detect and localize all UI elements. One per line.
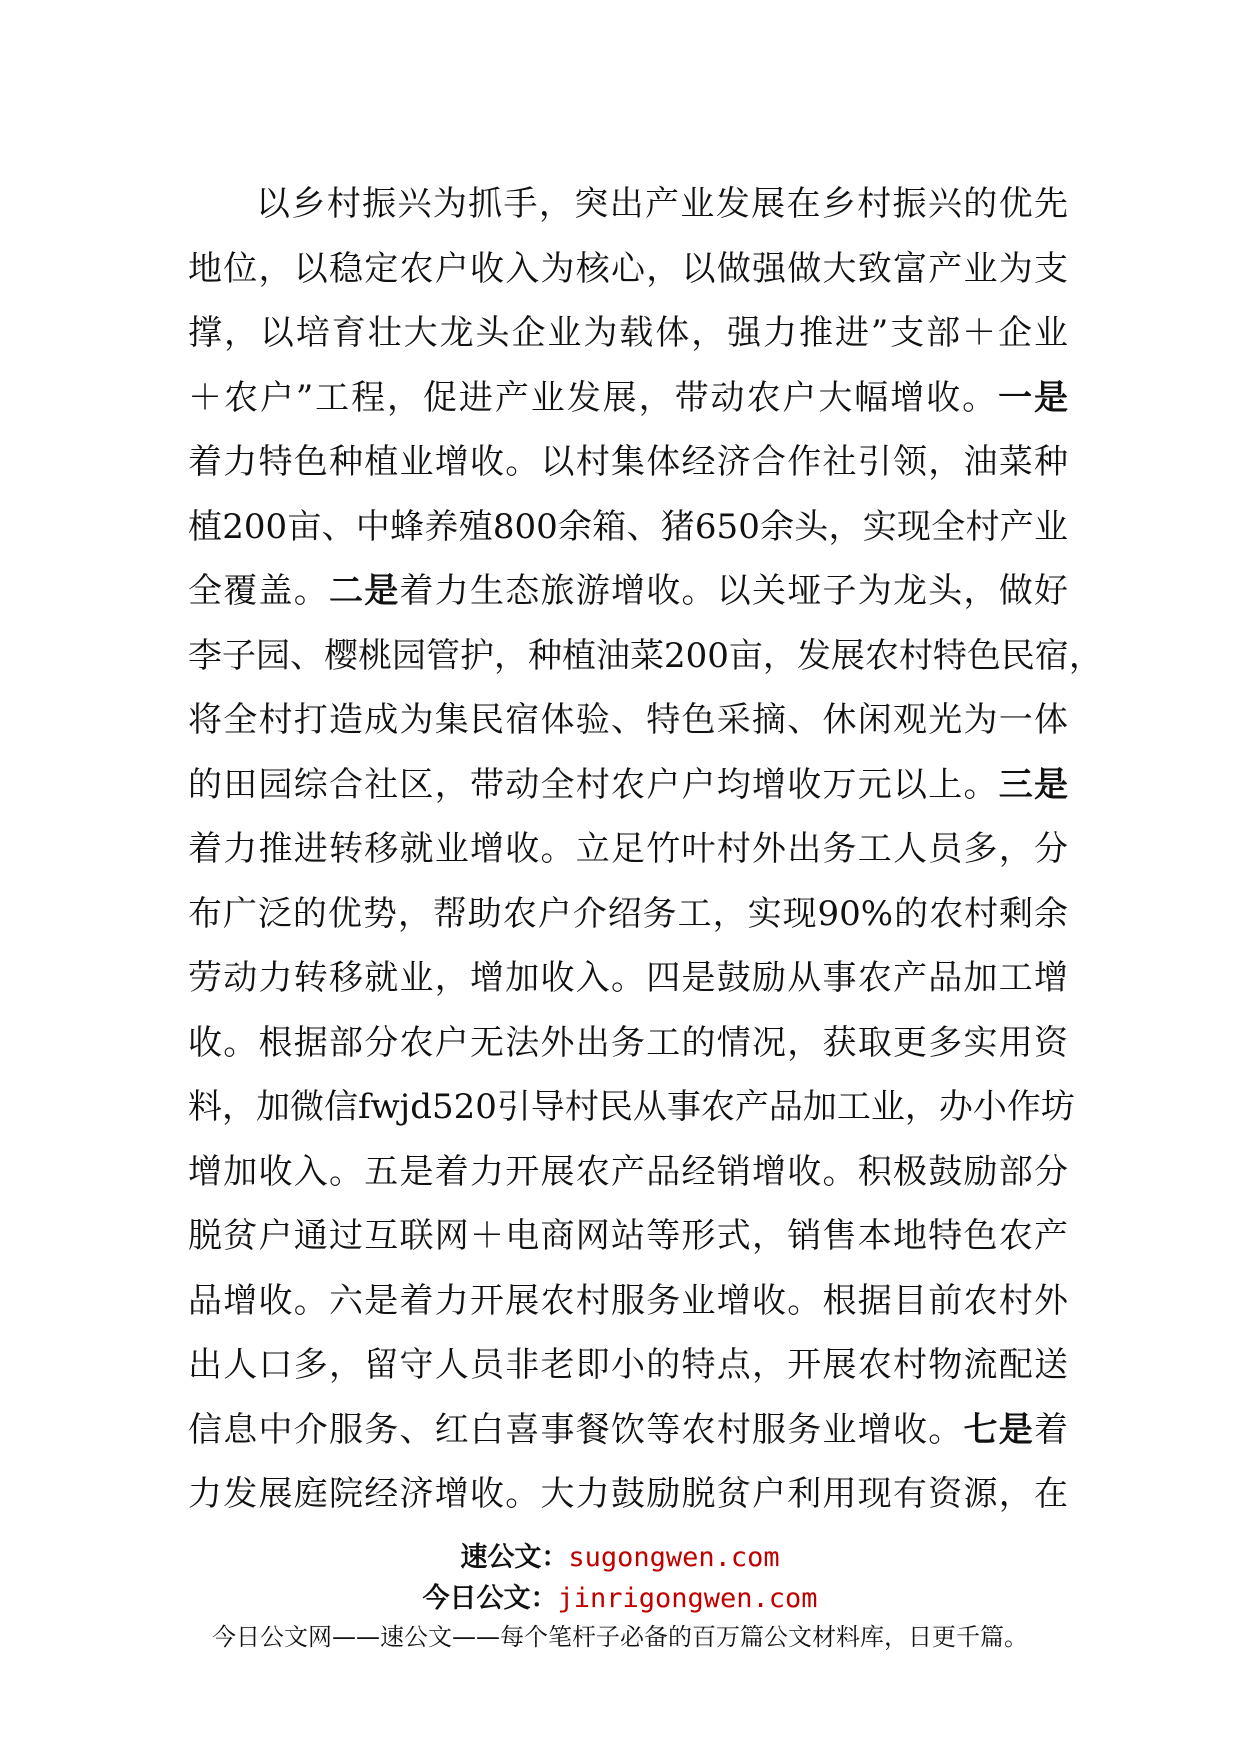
- text-segment: 着力生态旅游增收。以关垭子为龙头，做好: [399, 571, 1068, 611]
- footer-url-sugongwen[interactable]: sugongwen.com: [568, 1542, 780, 1573]
- footer-slogan: 今日公文网——速公文——每个笔杆子必备的百万篇公文材料库，日更千篇。: [212, 1623, 1028, 1651]
- paragraph-line: [188, 624, 1103, 689]
- text-segment: 着力推进转移就业增收。立足竹叶村外出务工人员多，分: [188, 829, 1068, 869]
- paragraph-line: [188, 301, 1068, 366]
- paragraph-line: [188, 495, 1068, 560]
- paragraph-line: [188, 1140, 1068, 1205]
- paragraph-line: [188, 559, 1068, 624]
- footer-url-jinrigongwen[interactable]: jinrigongwen.com: [557, 1583, 818, 1614]
- paragraph-line: [188, 946, 1068, 1011]
- footer-label-jinrigongwen: 今日公文：: [422, 1583, 558, 1614]
- text-segment: 增加收入。五是着力开展农产品经销增收。积极鼓励部分: [188, 1151, 1068, 1192]
- paragraph-line: [188, 1462, 1068, 1527]
- bold-marker: 七是: [963, 1409, 1034, 1450]
- footer-line-jinrigongwen: [0, 1576, 1240, 1615]
- text-segment: 将全村打造成为集民宿体验、特色采摘、休闲观光为一体: [188, 700, 1068, 740]
- paragraph-line: [188, 172, 1068, 237]
- paragraph-line: [188, 366, 1068, 431]
- footer-line-sugongwen: [0, 1535, 1240, 1574]
- text-segment: 地位，以稳定农户收入为核心，以做强做大致富产业为支: [188, 248, 1068, 289]
- text-segment: 着: [1034, 1409, 1068, 1450]
- footer-label-sugongwen: 速公文：: [460, 1542, 569, 1573]
- text-segment: 收。根据部分农户无法外出务工的情况，获取更多实用资: [188, 1022, 1068, 1063]
- text-segment: ＋农户”工程，促进产业发展，带动农户大幅增收。: [188, 377, 999, 418]
- text-segment: 李子园、樱桃园管护，种植油菜200亩，发展农村特色民宿，: [188, 635, 1103, 676]
- text-segment: 力发展庭院经济增收。大力鼓励脱贫户利用现有资源，在: [188, 1474, 1068, 1514]
- bold-marker: 三是: [998, 764, 1068, 805]
- text-segment: 着力特色种植业增收。以村集体经济合作社引领，油菜种: [188, 442, 1068, 482]
- text-segment: 布广泛的优势，帮助农户介绍务工，实现90%的农村剩余: [188, 893, 1068, 934]
- text-segment: 撑，以培育壮大龙头企业为载体，强力推进”支部＋企业: [188, 313, 1068, 353]
- paragraph-line: [188, 1204, 1068, 1269]
- text-segment: 品增收。六是着力开展农村服务业增收。根据目前农村外: [188, 1280, 1068, 1321]
- bold-marker: 一是: [998, 377, 1069, 418]
- paragraph-line: [188, 688, 1068, 753]
- paragraph-line: [188, 817, 1068, 882]
- text-segment: 植200亩、中蜂养殖800余箱、猪650余头，实现全村产业: [188, 506, 1068, 547]
- paragraph-line: [188, 1075, 1075, 1140]
- text-segment: 脱贫户通过互联网＋电商网站等形式，销售本地特色农产: [188, 1216, 1068, 1256]
- text-segment: 信息中介服务、红白喜事餐饮等农村服务业增收。: [188, 1409, 964, 1450]
- paragraph-line: [188, 1333, 1068, 1398]
- body-paragraph: [188, 172, 1103, 1527]
- paragraph-line: [188, 753, 1068, 818]
- text-segment: 全覆盖。: [188, 571, 329, 611]
- paragraph-line: [188, 430, 1068, 495]
- paragraph-line: [188, 882, 1068, 947]
- text-segment: 的田园综合社区，带动全村农户户均增收万元以上。: [188, 764, 999, 805]
- bold-marker: 二是: [329, 571, 400, 611]
- paragraph-line: [188, 1011, 1068, 1076]
- text-segment: 以乡村振兴为抓手，突出产业发展在乡村振兴的优先: [256, 184, 1068, 224]
- text-segment: 劳动力转移就业，增加收入。四是鼓励从事农产品加工增: [188, 958, 1068, 998]
- paragraph-line: [188, 1398, 1068, 1463]
- paragraph-line: [188, 237, 1068, 302]
- text-segment: 料，加微信fwjd520引导村民从事农产品加工业，办小作坊: [188, 1087, 1075, 1127]
- text-segment: 出人口多，留守人员非老即小的特点，开展农村物流配送: [188, 1345, 1068, 1385]
- paragraph-line: [188, 1269, 1068, 1334]
